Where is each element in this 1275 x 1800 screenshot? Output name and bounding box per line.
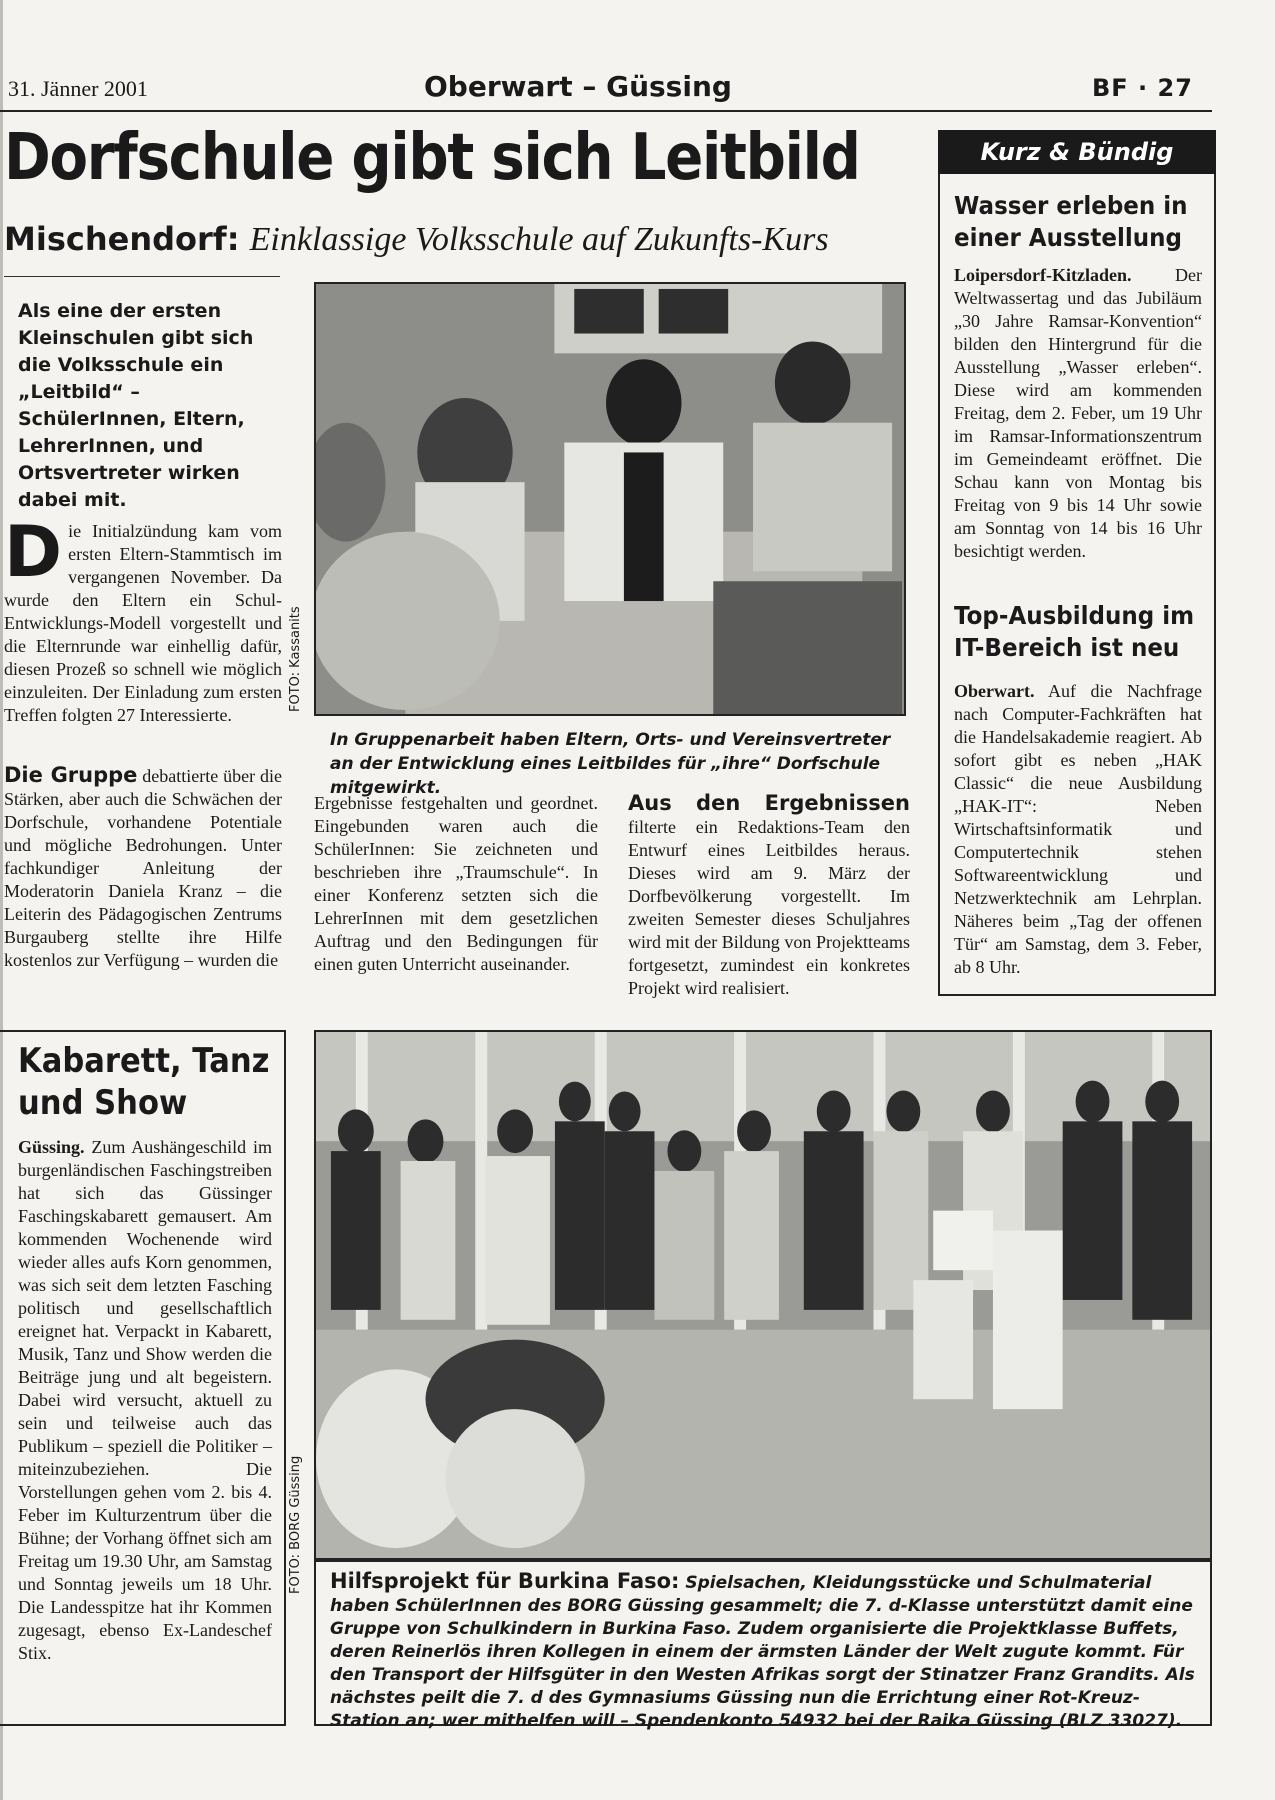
sidebar-item2-title-line2: IT-Bereich ist neu: [954, 633, 1180, 662]
article-kicker: [4, 220, 829, 259]
kicker-subtitle: Einklassige Volksschule auf Zukunfts-Kurs: [249, 221, 829, 258]
sidebar-item2-place: Oberwart.: [954, 681, 1035, 701]
sidebar-item1-text: [954, 264, 1202, 563]
burkina-caption: [330, 1570, 1200, 1733]
article-paragraph-3: Ergebnisse festgehalten und geordnet. Eingebunden waren auch die SchülerInnen: Sie zeichneten und beschrieben ihre „Traumschule“. In einer Konferenz setzten sich die LehrerInnen mit dem gesetzlichen Auftrag und den Bedingungen für einen guten Unterricht auseinander.: [314, 793, 598, 974]
sidebar-item1-place: Loipersdorf-Kitzladen.: [954, 265, 1132, 285]
kabarett-body: Zum Aushängeschild im burgenländischen Faschingstreiben hat sich das Güssinger Faschingskabarett gemausert. Am kommenden Wochenende wird wieder alles aufs Korn genommen, was sich seit dem letzten Fasching politisch und gesellschaftlich ereignet hat. Verpackt in Kabarett, Musik, Tanz und Show werden die Beiträge jung und alt begeistern. Dabei wird versucht, aktuell zu sein und teilweise auch das Publikum – speziell die Politiker – miteinzubeziehen. Die Vorstellungen gehen vom 2. bis 4. Feber im Kulturzentrum über die Bühne; der Vorhang öffnet sich am Freitag um 19.30 Uhr, am Samstag und Sonntag jeweils um 18 Uhr. Die Landesspitze hat ihr Kommen zugesagt, ebenso Ex-Landeschef Stix.: [18, 1137, 272, 1663]
page-number: BF · 27: [1092, 74, 1193, 102]
sidebar-item2-text: [954, 680, 1202, 979]
kabarett-title: [18, 1040, 269, 1124]
kabarett-place: Güssing.: [18, 1137, 85, 1157]
section-title: Oberwart – Güssing: [424, 70, 732, 103]
drop-cap: D: [4, 511, 63, 593]
kurz-buendig-banner: Kurz & Bündig: [938, 130, 1216, 174]
paragraph-2-text: debattierte über die Stärken, aber auch die Schwächen der Dorfschule, vorhandene Potentiale und mögliche Bedrohungen. Unter fachkundiger Anleitung der Moderatorin Daniela Kranz – die Leiterin des Pädagogischen Zentrums Burgauberg stellte ihre Hilfe kostenlos zur Verfügung – wurden die: [4, 766, 282, 970]
article-headline: Dorfschule gibt sich Leitbild: [4, 121, 860, 195]
header-rule: [0, 110, 1212, 112]
kabarett-text: [18, 1136, 272, 1665]
sidebar-item1-title-line1: Wasser erleben in: [954, 191, 1188, 220]
paragraph-4-text: filterte ein Redaktions-Team den Entwurf eines Leitbildes heraus. Dieses wird am 9. März der Dorfbevölkerung vorgestellt. Im zweiten Semester dieses Schuljahres wird mit der Bildung von Projektteams fortgesetzt, zumindest ein konkretes Projekt wird realisiert.: [628, 817, 910, 998]
article-lead: Als eine der ersten Kleinschulen gibt sich die Volksschule ein „Leitbild“ – SchülerInnen, Eltern, LehrerInnen, und Ortsvertreter wirken dabei mit.: [18, 300, 254, 511]
burkina-caption-text: Spielsachen, Kleidungsstücke und Schulmaterial haben SchülerInnen des BORG Güssing gesammelt; die 7. d-Klasse unterstützt damit eine Gruppe von Schulkindern in Burkina Faso. Zudem organisierte die Projektklasse Buffets, deren Reinerlös ihren Kollegen in einem der ärmsten Länder der Welt zugute kommt. Für den Transport der Hilfsgüter in den Westen Afrikas sorgt der Stinatzer Franz Grandits. Als nächstes peilt die 7. d des Gymnasiums Güssing nun die Errichtung einer Rot-Kreuz-Station an; wer mithelfen will – Spendenkonto 54932 bei der Raika Güssing (BLZ 33027).: [330, 1573, 1195, 1731]
sidebar-item1-title: [954, 190, 1188, 254]
sidebar-item2-body: Auf die Nachfrage nach Computer-Fachkräften hat die Handelsakademie reagiert. Ab sofort gibt es neben „HAK Classic“ die neue Ausbildung „HAK-IT“: Neben Wirtschaftsinformatik und Computertechnik stehen Softwareentwicklung und Netzwerktechnik am Lehrplan. Näheres beim „Tag der offenen Tür“ am Samstag, dem 3. Feber, ab 8 Uhr.: [954, 681, 1202, 977]
burkina-photo-credit: FOTO: BORG Güssing: [288, 1455, 303, 1594]
sidebar-item2-title: [954, 600, 1194, 664]
group-donation-photo: [314, 1030, 1212, 1560]
paragraph-1-text: ie Initialzündung kam vom ersten Eltern-Stammtisch im vergangenen November. Da wurde den Eltern ein Schul-Entwicklungs-Modell vorgestellt und die Elternrunde war einhellig dafür, diesen Prozeß so schnell wie möglich einzuleiten. Der Einladung zum ersten Treffen folgten 27 Interessierte.: [4, 521, 282, 725]
issue-date: 31. Jänner 2001: [8, 76, 148, 101]
photo-credit: FOTO: Kassanits: [288, 606, 303, 712]
group-work-photo: [314, 282, 906, 716]
lead-rule: [4, 276, 280, 277]
article-paragraph-4: [628, 792, 910, 1000]
burkina-caption-title: Hilfsprojekt für Burkina Faso:: [330, 1569, 680, 1593]
article-paragraph-2: [4, 764, 282, 972]
paragraph-4-runin: Aus den Ergebnissen: [628, 791, 910, 815]
article-paragraph-1: [4, 511, 282, 727]
kabarett-title-line2: und Show: [18, 1083, 188, 1123]
kabarett-title-line1: Kabarett, Tanz: [18, 1041, 270, 1081]
sidebar-item2-title-line1: Top-Ausbildung im: [954, 601, 1195, 630]
kicker-place: Mischendorf:: [4, 220, 240, 258]
photo-caption: In Gruppenarbeit haben Eltern, Orts- und Vereinsvertreter an der Entwicklung eines Leitbildes für „ihre“ Dorfschule mitgewirkt.: [330, 730, 891, 798]
sidebar-item1-title-line2: einer Ausstellung: [954, 223, 1182, 252]
sidebar-item1-body: Der Weltwassertag und das Jubiläum „30 Jahre Ramsar-Konvention“ bilden den Hintergrund für die Ausstellung „Wasser erleben“. Diese wird am kommenden Freitag, dem 2. Feber, um 19 Uhr im Ramsar-Informationszentrum im Gemeindeamt eröffnet. Die Schau kann von Montag bis Freitag von 9 bis 14 Uhr sowie am Sonntag von 14 bis 16 Uhr besichtigt werden.: [954, 265, 1202, 561]
paragraph-2-runin: Die Gruppe: [4, 763, 138, 787]
